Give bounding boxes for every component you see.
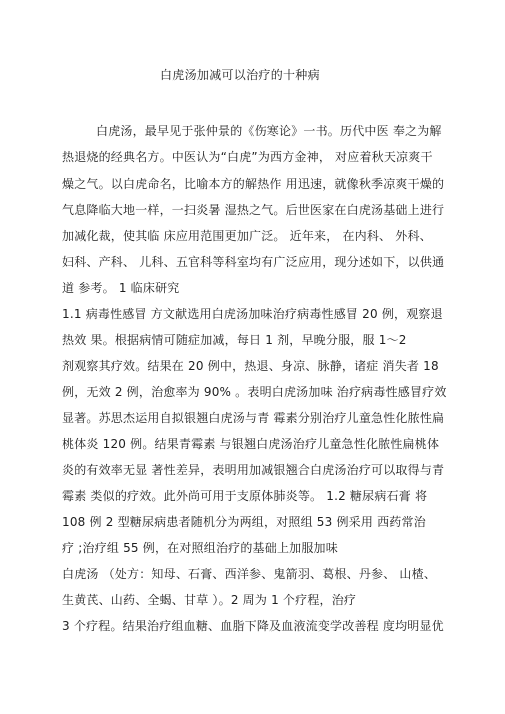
text-line: 生黄芪、山药、全蝎、甘草 ）。2 周为 1 个疗程，治疗 xyxy=(62,593,357,607)
text-line: 道 参考。 1 临床研究 xyxy=(62,281,180,295)
text-line: 疗 ;治疗组 55 例，在对照组治疗的基础上加服加味 xyxy=(62,541,338,555)
text-line: 3 个疗程。结果治疗组血糖、血脂下降及血液流变学改善程 度均明显优 xyxy=(62,619,444,633)
text-line: 桃体炎 120 例。结果青霉素 与银翘白虎汤治疗儿童急性化脓性扁桃体 xyxy=(62,437,440,451)
text-line: 热退烧的经典名方。中医认为“白虎”为西方金神， 对应着秋天凉爽干 xyxy=(62,150,433,164)
text-line: 白虎汤 （处方：知母、石膏、西洋参、鬼箭羽、葛根、丹参、 山楂、 xyxy=(62,567,437,581)
text-line: 显著。苏思杰运用自拟银翘白虎汤与青 霉素分别治疗儿童急性化脓性扁 xyxy=(62,411,445,425)
text-line: 燥之气。以白虎命名，比喻本方的解热作 用迅速，就像秋季凉爽干燥的 xyxy=(62,177,445,191)
text-line: 霉素 类似的疗效。此外尚可用于支原体肺炎等。 1.2 糖尿病石膏 将 xyxy=(62,489,428,503)
text-line: 气息降临大地一样，一扫炎暑 湿热之气。后世医家在白虎汤基础上进行 xyxy=(62,203,445,217)
text-line: 1.1 病毒性感冒 方文献选用白虎汤加味治疗病毒性感冒 20 例，观察退 xyxy=(62,307,443,321)
text-line: 108 例 2 型糖尿病患者随机分为两组，对照组 53 例采用 西药常治 xyxy=(62,515,426,529)
text-line: 例，无效 2 例，治愈率为 90% 。表明白虎汤加味 治疗病毒性感冒疗效 xyxy=(62,385,447,399)
text-line: 加减化裁，使其临 床应用范围更加广泛。 近年来， 在内科、 外科、 xyxy=(62,229,432,243)
text-line: 妇科、产科、 儿科、五官科等科室均有广泛应用，现分述如下，以供通 xyxy=(62,255,445,269)
text-line: 剂观察其疗效。结果在 20 例中，热退、身凉、脉静，诸症 消失者 18 xyxy=(62,359,439,373)
text-line: 白虎汤，最早见于张仲景的《伤寒论》一书。历代中医 奉之为解 xyxy=(96,124,442,138)
document-title: 白虎汤加减可以治疗的十种病 xyxy=(160,68,320,82)
text-line: 炎的有效率无显 著性差异，表明用加减银翘合白虎汤治疗可以取得与青 xyxy=(62,463,445,477)
text-line: 热效 果。根据病情可随症加减，每日 1 剂，早晚分服，服 1～2 xyxy=(62,333,407,347)
